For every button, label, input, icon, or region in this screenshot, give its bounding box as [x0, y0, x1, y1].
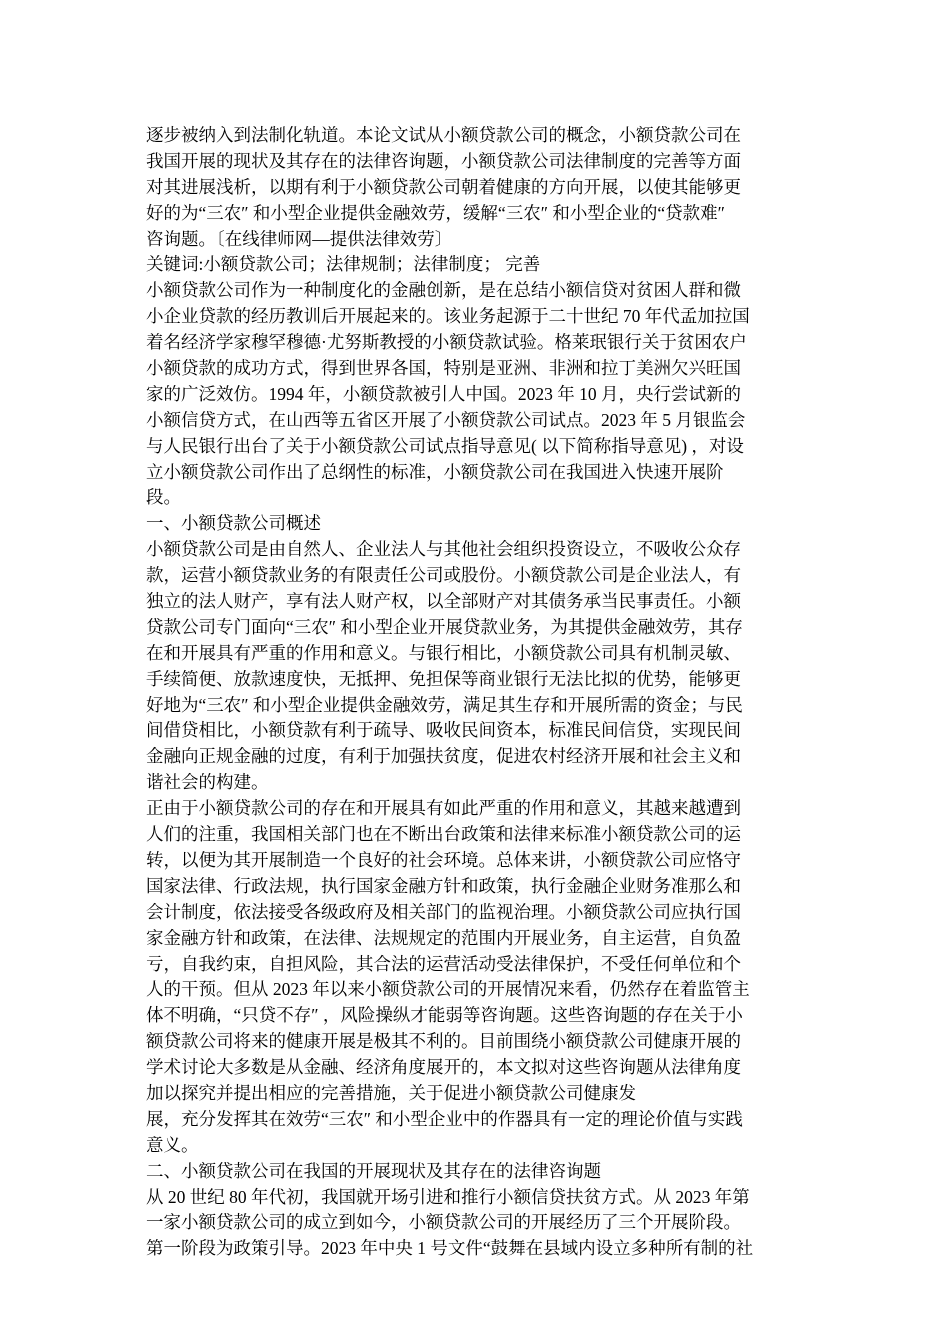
text-line: 对其进展浅析，以期有利于小额贷款公司朝着健康的方向开展，以使其能够更: [146, 176, 741, 197]
text-line: 家金融方针和政策，在法律、法规规定的范围内开展业务，自主运营，自负盈: [146, 927, 741, 948]
text-line: 国家法律、行政法规，执行国家金融方针和政策，执行金融企业财务准那么和: [146, 875, 741, 896]
text-line: 学术讨论大多数是从金融、经济角度展开的，本文拟对这些咨询题从法律角度: [146, 1057, 741, 1078]
text-line: 咨询题。〔在线律师网—提供法律效劳〕: [146, 228, 453, 249]
text-line: 小额贷款公司是由自然人、企业法人与其他社会组织投资设立，不吸收公众存: [146, 539, 741, 560]
document-page: [146, 123, 806, 1262]
text-line: 好的为“三农″ 和小型企业提供金融效劳，缓解“三农″ 和小型企业的“贷款难″: [146, 202, 725, 223]
text-line: 间借贷相比，小额贷款有利于疏导、吸收民间资本，标准民间信贷，实现民间: [146, 720, 741, 741]
text-line: 小额信贷方式，在山西等五省区开展了小额贷款公司试点。2023 年 5 月银监会: [146, 409, 746, 430]
text-line: 一家小额贷款公司的成立到如今，小额贷款公司的开展经历了三个开展阶段。: [146, 1212, 741, 1233]
text-line: 在和开展具有严重的作用和意义。与银行相比，小额贷款公司具有机制灵敏、: [146, 642, 741, 663]
text-line: 我国开展的现状及其存在的法律咨询题，小额贷款公司法律制度的完善等方面: [146, 150, 741, 171]
text-line: 体不明确，“只贷不存″ ，风险操纵才能弱等咨询题。这些咨询题的存在关于小: [146, 1005, 743, 1026]
text-line: 人们的注重，我国相关部门也在不断出台政策和法律来标准小额贷款公司的运: [146, 824, 741, 845]
text-line: 着名经济学家穆罕穆德·尤努斯教授的小额贷款试验。格莱珉银行关于贫困农户: [146, 332, 747, 353]
text-line: 额贷款公司将来的健康开展是极其不利的。目前围绕小额贷款公司健康开展的: [146, 1031, 741, 1052]
text-line: 立小额贷款公司作出了总纲性的标准，小额贷款公司在我国进入快速开展阶: [146, 461, 724, 482]
significance-paragraph: [146, 796, 806, 1158]
text-line: 款，运营小额贷款业务的有限责任公司或股份。小额贷款公司是企业法人，有: [146, 565, 741, 586]
text-line: 人的干预。但从 2023 年以来小额贷款公司的开展情况来看，仍然存在着监管主: [146, 979, 750, 1000]
text-line: 独立的法人财产，享有法人财产权，以全部财产对其债务承当民事责任。小额: [146, 591, 741, 612]
text-line: 与人民银行出台了关于小额贷款公司试点指导意见( 以下简称指导意见) ，对设: [146, 435, 744, 456]
text-line: 转，以便为其开展制造一个良好的社会环境。总体来讲，小额贷款公司应恪守: [146, 849, 741, 870]
text-line: 好地为“三农″ 和小型企业提供金融效劳，满足其生存和开展所需的资金；与民: [146, 694, 743, 715]
text-line: 贷款公司专门面向“三农″ 和小型企业开展贷款业务，为其提供金融效劳，其存: [146, 616, 743, 637]
overview-paragraph: [146, 537, 806, 796]
keywords-line: [146, 252, 806, 278]
text-line: 小企业贷款的经历教训后开展起来的。该业务起源于二十世纪 70 年代孟加拉国: [146, 306, 750, 327]
text-line: 从 20 世纪 80 年代初，我国就开场引进和推行小额信贷扶贫方式。从 2023 年第: [146, 1186, 750, 1207]
text-line: 家的广泛效仿。1994 年，小额贷款被引人中国。2023 年 10 月，央行尝试新的: [146, 383, 741, 404]
intro-paragraph: [146, 278, 806, 511]
text-line: 亏，自我约束，自担风险，其合法的运营活动受法律保护，不受任何单位和个: [146, 953, 741, 974]
section-heading-text: 一、小额贷款公司概述: [146, 513, 321, 534]
text-line: 逐步被纳入到法制化轨道。本论文试从小额贷款公司的概念，小额贷款公司在: [146, 125, 741, 145]
text-line: 手续简便、放款速度快，无抵押、免担保等商业银行无法比拟的优势，能够更: [146, 668, 741, 689]
section-two-heading: [146, 1159, 806, 1185]
text-line: 正由于小额贷款公司的存在和开展具有如此严重的作用和意义，其越来越遭到: [146, 798, 741, 819]
text-line: 谐社会的构建。: [146, 772, 269, 793]
text-line: 小额贷款的成功方式，得到世界各国，特别是亚洲、非洲和拉丁美洲欠兴旺国: [146, 358, 741, 379]
history-paragraph: [146, 1185, 806, 1263]
text-line: 会计制度，依法接受各级政府及相关部门的监视治理。小额贷款公司应执行国: [146, 901, 741, 922]
text-line: 段。: [146, 487, 181, 508]
text-line: 关键词:小额贷款公司；法律规制；法律制度； 完善: [146, 254, 541, 275]
text-line: 第一阶段为政策引导。2023 年中央 1 号文件“鼓舞在县域内设立多种所有制的社: [146, 1238, 754, 1259]
text-line: 加以探究并提出相应的完善措施，关于促进小额贷款公司健康发: [146, 1082, 636, 1103]
abstract-paragraph: [146, 123, 806, 252]
section-heading-text: 二、小额贷款公司在我国的开展现状及其存在的法律咨询题: [146, 1160, 601, 1181]
text-line: 意义。: [146, 1134, 199, 1155]
text-line: 展，充分发挥其在效劳“三农″ 和小型企业中的作器具有一定的理论价值与实践: [146, 1108, 743, 1129]
section-one-heading: [146, 511, 806, 537]
text-line: 小额贷款公司作为一种制度化的金融创新，是在总结小额信贷对贫困人群和微: [146, 280, 741, 301]
text-line: 金融向正规金融的过度，有利于加强扶贫度，促进农村经济开展和社会主义和: [146, 746, 741, 767]
